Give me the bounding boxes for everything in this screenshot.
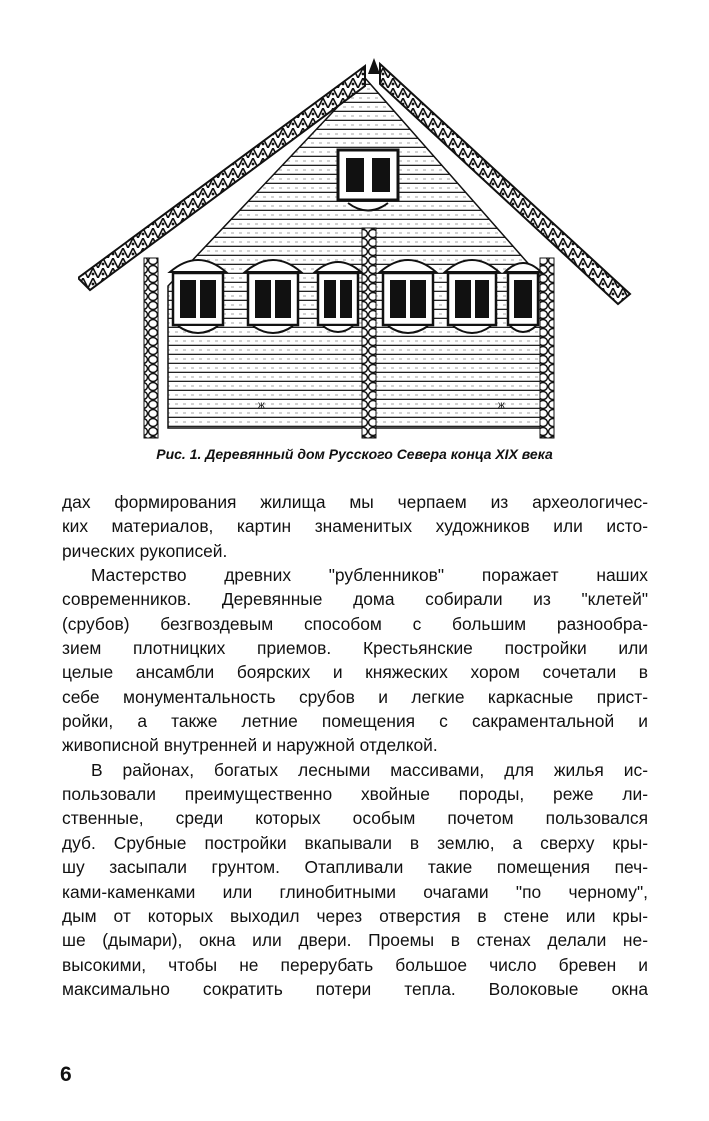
text-line: пользовали преимущественно хвойные породы, реже ли- xyxy=(62,784,648,805)
page-number: 6 xyxy=(60,1063,72,1086)
text-line: дах формирования жилища мы черпаем из археологичес- xyxy=(62,492,648,512)
text-line: себе монументальность срубов и легкие каркасные прист- xyxy=(62,686,648,707)
log-house-illustration xyxy=(78,58,634,440)
text-line: шу засыпали грунтом. Отапливали такие помещения печ- xyxy=(62,857,648,878)
text-line: В районах, богатых лесными массивами, для жилья ис- xyxy=(91,759,648,780)
svg-text:ж: ж xyxy=(498,400,505,411)
svg-text:ж: ж xyxy=(258,400,265,411)
text-line: ственные, среди которых особым почетом пользовался xyxy=(62,808,648,829)
text-line: максимально сократить потери тепла. Волоковые окна xyxy=(62,978,648,999)
text-line: (срубов) безгвоздевым способом с большим разнообра- xyxy=(62,613,648,634)
text-line: ройки, а также летние помещения с сакраментальной и xyxy=(62,711,648,732)
text-line: современников. Деревянные дома собирали из "клетей" xyxy=(62,589,648,610)
text-line: ких материалов, картин знаменитых художников или исто- xyxy=(62,516,648,537)
figure-caption: Рис. 1. Деревянный дом Русского Севера конца XIX века xyxy=(156,446,553,462)
text-line: целые ансамбли боярских и княжеских хором сочетали в xyxy=(62,662,648,683)
text-line: Мастерство древних "рубленников" поражает наших xyxy=(91,565,648,586)
text-line: дуб. Срубные постройки вкапывали в землю, а сверху кры- xyxy=(62,832,648,853)
text-line: дым от которых выходил через отверстия в стене или кры- xyxy=(62,905,648,926)
text-line: высокими, чтобы не перерубать большое число бревен и xyxy=(62,954,648,975)
text-line: рических рукописей. xyxy=(62,540,228,561)
body-text xyxy=(62,490,648,1001)
text-line: живописной внутренней и наружной отделкой. xyxy=(62,735,438,756)
text-line: зием плотницких приемов. Крестьянские постройки или xyxy=(62,638,648,659)
text-line: ше (дымари), окна или двери. Проемы в стенах делали не- xyxy=(62,930,648,951)
text-line: ками-каменками или глинобитными очагами "по черному", xyxy=(62,881,648,902)
